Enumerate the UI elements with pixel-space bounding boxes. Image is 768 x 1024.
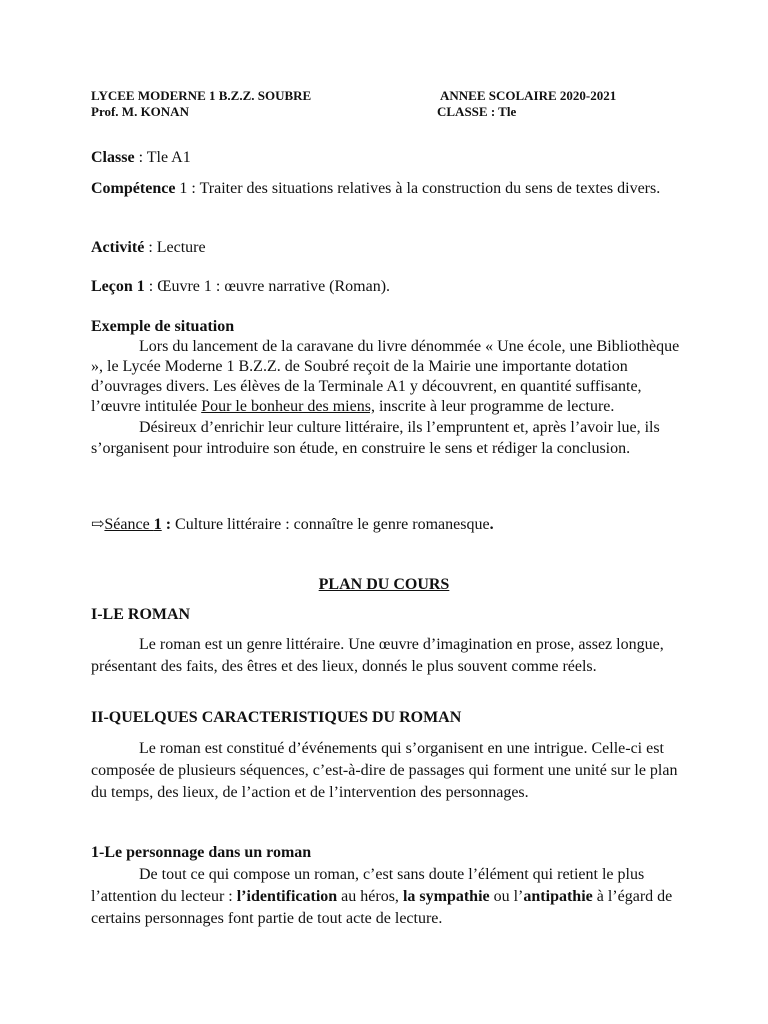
seance-label: Séance 1 [104, 516, 162, 533]
competence-value: 1 : Traiter des situations relatives à la construction du sens de textes divers. [175, 180, 661, 197]
seance-end: . [489, 516, 494, 533]
section-1-title: I-LE ROMAN [91, 606, 191, 623]
competence-label: Compétence [91, 180, 176, 197]
identification-term: l’identification [236, 888, 338, 905]
header-teacher: Prof. M. KONAN [91, 104, 189, 119]
lecon-value: : Œuvre 1 : œuvre narrative (Roman). [144, 278, 391, 295]
header-class: CLASSE : Tle [437, 104, 517, 119]
section-2-text [91, 738, 691, 804]
section-1-paragraph: Le roman est un genre littéraire. Une œuvre d’imagination en prose, assez longue, présentant des faits, des êtres et des lieux, donnés le plus souvent comme réels. [91, 636, 664, 675]
activite-label: Activité [91, 239, 145, 256]
section-3-text [91, 864, 687, 930]
sympathie-term: la sympathie [402, 888, 490, 905]
seance-text: Culture littéraire : connaître le genre romanesque [171, 516, 490, 533]
antipathie-term: antipathie [523, 888, 593, 905]
situation-section [91, 317, 685, 459]
meta-classe [91, 148, 691, 168]
plan-title: PLAN DU COURS [318, 576, 450, 593]
classe-label: Classe [91, 149, 135, 166]
header-year: ANNEE SCOLAIRE 2020-2021 [440, 88, 617, 103]
classe-value: : Tle A1 [134, 149, 191, 166]
situation-paragraph-2: Désireux d’enrichir leur culture littéraire, ils l’empruntent et, après l’avoir lue, ils s’organisent pour introduire son étude, en construire le sens et rédiger la conclusion. [91, 419, 660, 457]
situation-title: Exemple de situation [91, 318, 235, 335]
section-3-paragraph: De tout ce qui compose un roman, c’est sans doute l’élément qui retient le plus l’attention du lecteur : l’identification au héros, la sympathie ou l’antipathie à l’égard de certains personnages font partie de tout acte de lecture. [91, 866, 673, 927]
situation-p1-end: inscrite à leur programme de lecture. [374, 398, 615, 415]
section-2-title: II-QUELQUES CARACTERISTIQUES DU ROMAN [91, 709, 462, 726]
meta-competence [91, 179, 691, 199]
seance-colon: : [161, 516, 172, 533]
seance-line [91, 515, 691, 535]
section-3-title: 1-Le personnage dans un roman [91, 844, 312, 861]
meta-lecon [91, 277, 691, 297]
section-2-paragraph: Le roman est constitué d’événements qui s’organisent en une intrigue. Celle-ci est composée de plusieurs séquences, c’est-à-dire de passages qui forment une unité sur le plan du temps, des lieux, de l’action et de l’intervention des personnages. [91, 740, 678, 801]
meta-activite [91, 238, 691, 258]
section-1-text [91, 634, 681, 678]
lecon-label: Leçon 1 [91, 278, 145, 295]
activite-value: : Lecture [144, 239, 206, 256]
situation-p1-text: Lors du lancement de la caravane du livre dénommée « Une école, une Bibliothèque », le Lycée Moderne 1 B.Z.Z. de Soubré reçoit de la Mairie une importante dotation d’ouvrages divers. Les élèves de la Terminale A1 y découvrent, en quantité suffisante, l’œuvre intitulée [91, 338, 680, 415]
situation-paragraph-1 [91, 337, 685, 417]
arrow-icon: ⇨ [91, 516, 105, 533]
book-title: Pour le bonheur des miens, [201, 398, 375, 415]
header-school: LYCEE MODERNE 1 B.Z.Z. SOUBRE [91, 88, 312, 103]
